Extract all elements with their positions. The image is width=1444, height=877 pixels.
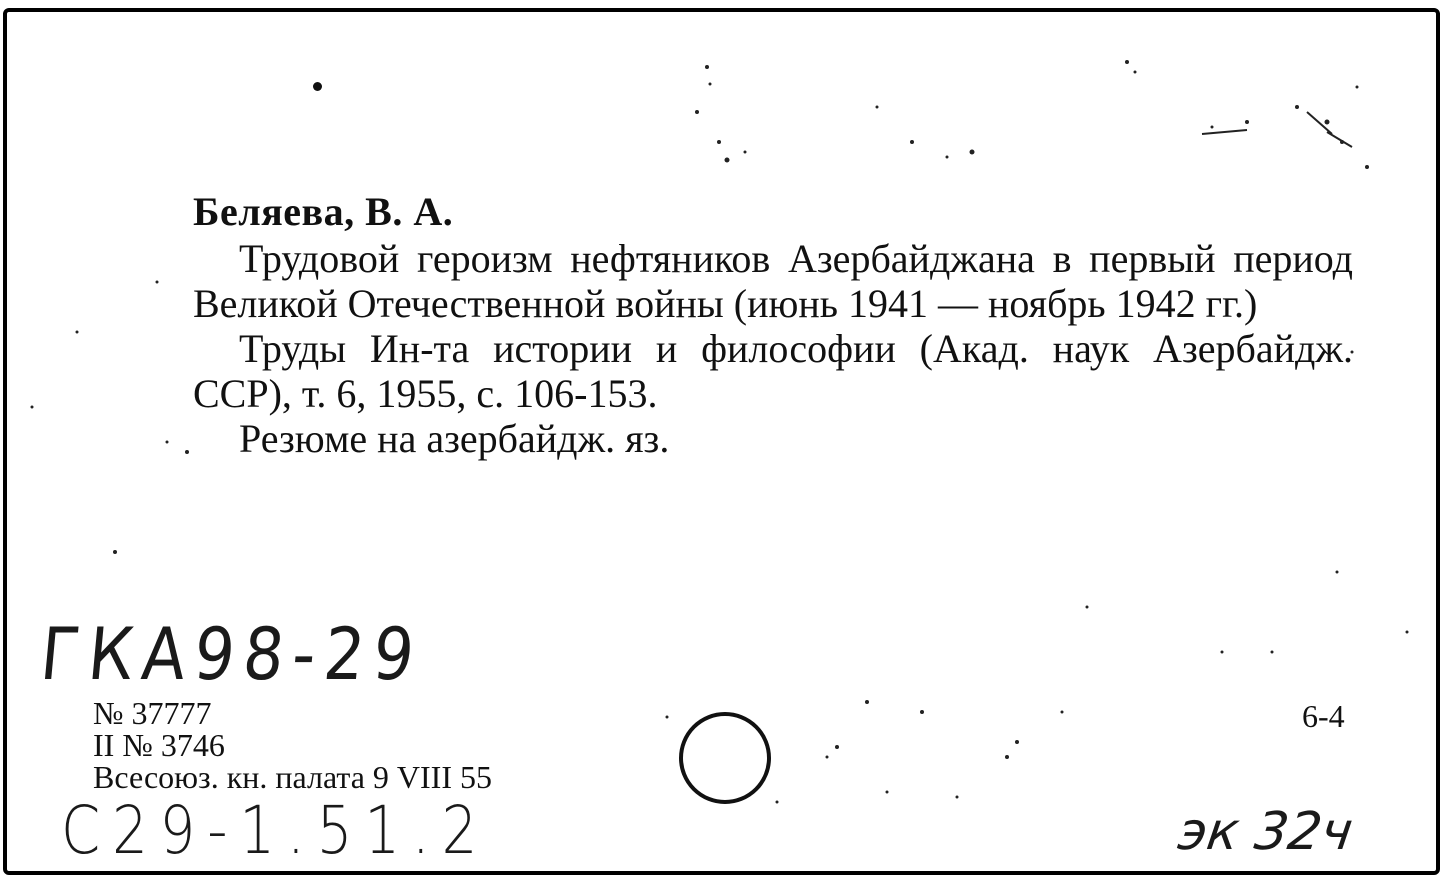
handwritten-call-number: ГКА98-29 <box>37 612 427 696</box>
bibliographic-entry <box>193 188 1353 461</box>
circle-stamp <box>679 712 771 804</box>
author-name: Беляева, В. А. <box>193 189 454 234</box>
handwritten-shelf-mark: С29-1.51.2 <box>61 792 490 869</box>
imprint-second-number: II № 3746 <box>93 727 225 763</box>
summary-note: Резюме на азербайдж. яз. <box>239 416 670 461</box>
ink-dot <box>313 82 322 91</box>
catalog-card <box>3 8 1440 875</box>
classification-code: 6-4 <box>1302 698 1345 734</box>
handwritten-copy-mark: эк 32ч <box>1174 802 1357 862</box>
source-citation: Труды Ин-та истории и философии (Акад. наук Азербайдж. ССР), т. 6, 1955, с. 106-153. <box>193 326 1353 416</box>
imprint-block <box>93 697 492 793</box>
work-title: Трудовой героизм нефтяников Азербайджана в первый период Великой Отечественной войны (июнь 1941 — ноябрь 1942 гг.) <box>193 236 1353 326</box>
imprint-number: № 37777 <box>93 695 212 731</box>
imprint-chamber: Всесоюз. кн. палата 9 VIII 55 <box>93 759 492 795</box>
